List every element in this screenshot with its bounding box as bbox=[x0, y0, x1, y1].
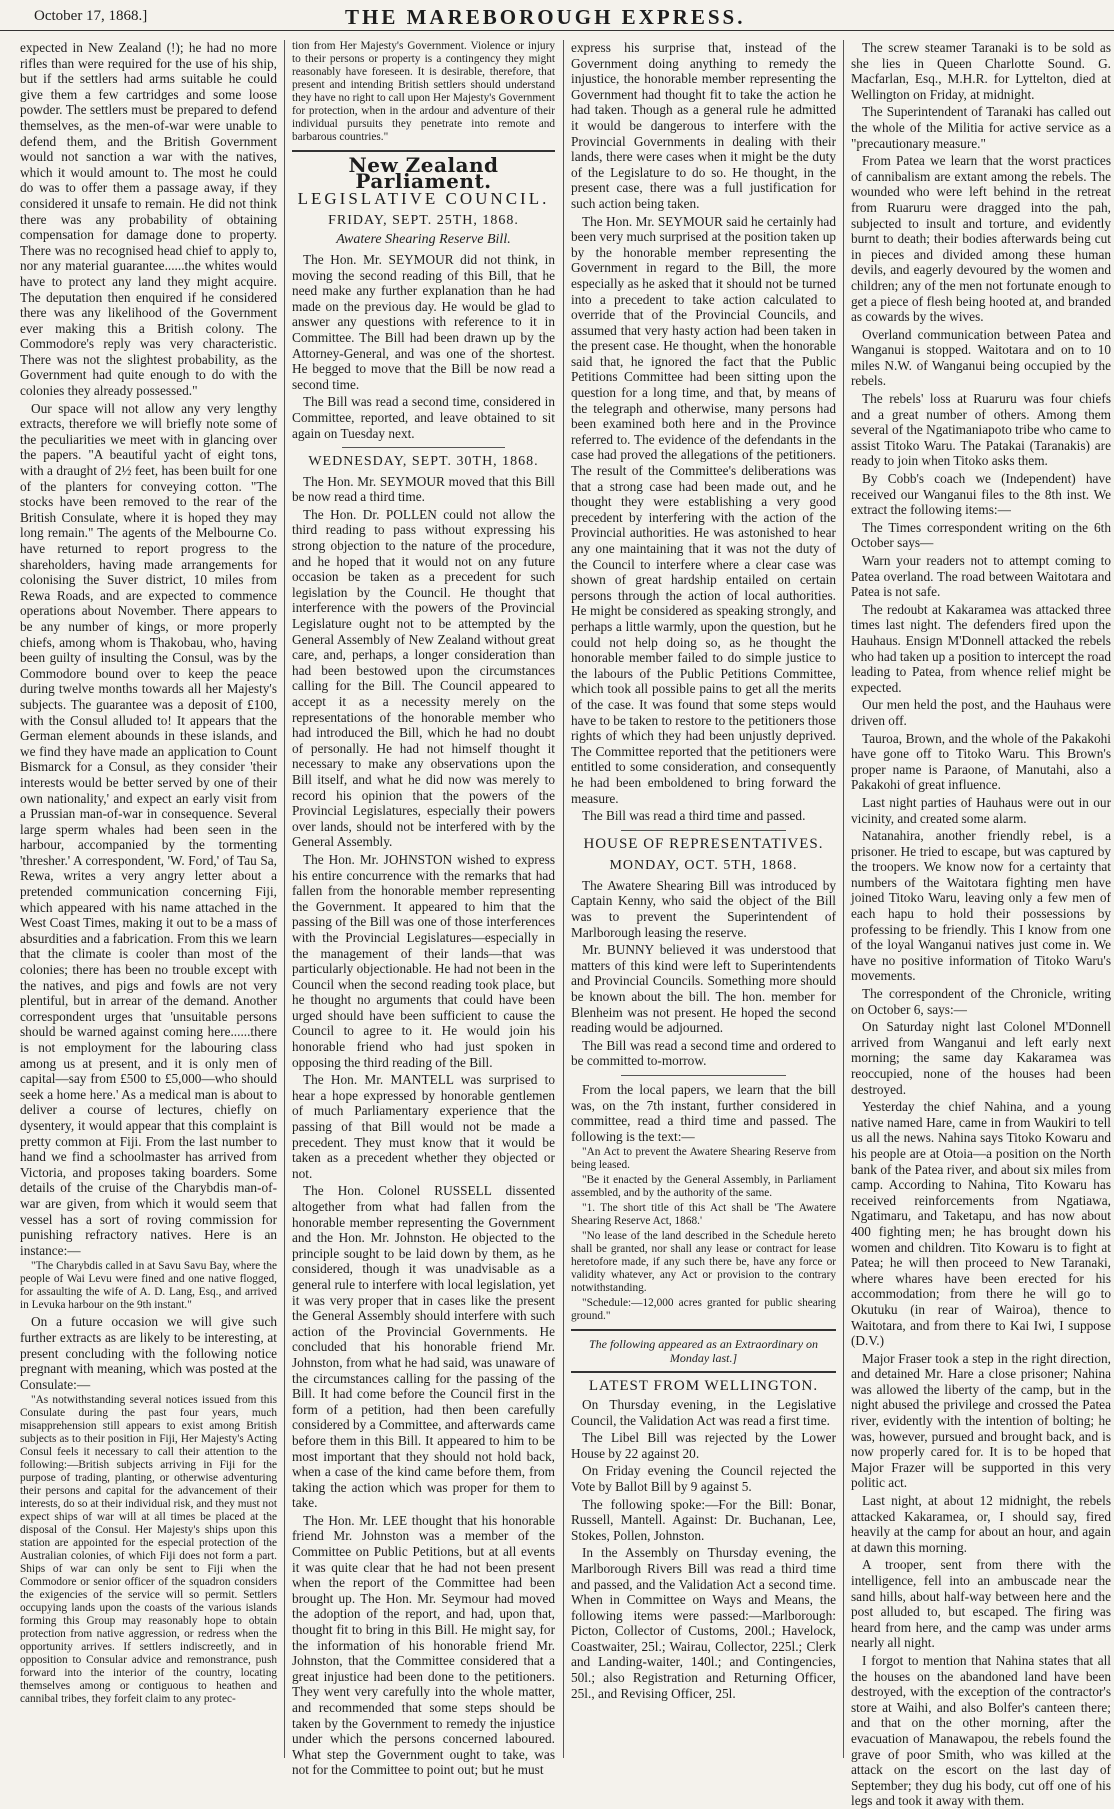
act-text: "An Act to prevent the Awatere Shearing Reserve from being leased. bbox=[571, 1146, 836, 1172]
column-rule bbox=[284, 40, 285, 1758]
quoted-passage: "The Charybdis called in at Savu Savu Bay, where the people of Wai Levu were fined and one native flogged, for assaulting the wife of A. D. Lang, Esq., and arrived in Levuka harbour on the 9th instant." bbox=[20, 1260, 277, 1312]
article-paragraph: On Saturday night last Colonel M'Donnell arrived from Wanganui and left early next morning; the same day Kakaramea was reoccupied, none of the houses had been destroyed. bbox=[851, 1019, 1111, 1097]
article-paragraph: The redoubt at Kakaramea was attacked three times last night. The defenders fired upon the Hauhaus. Ensign M'Donnell attacked the rebels who had taken up a position to intercept the road leading to Patea, from whence relief might be expected. bbox=[851, 601, 1111, 695]
article-paragraph: I forgot to mention that Nahina states that all the houses on the abandoned land have been destroyed, with the exception of the contractor's store at Waihi, and also Bolfer's canteen there; and that on the other morning, after the evacuation of Manawapou, the rebels found the grave of poor Smith, who was killed at the attack on the escort on the last day of September; they dug his body, cut off one of his legs and took it away with them. bbox=[851, 1652, 1111, 1809]
article-paragraph: On Friday evening the Council rejected the Vote by Ballot Bill by 9 against 5. bbox=[571, 1463, 836, 1494]
section-divider bbox=[571, 1329, 836, 1331]
article-paragraph: The Hon. Colonel RUSSELL dissented altogether from what had fallen from the honorable member representing the Government and the Hon. Mr. Johnston. He objected to the principle sought to be laid down by them, as he considered, though it was unadvisable as a general rule to interfere with local legislation, yet it was very proper that in cases like the present the General Assembly should interfere with such action of the Provincial Governments. He concluded that his honorable friend Mr. Johnston, from what he had said, was unaware of the circumstances calling for the passing of the Bill. It had come before the Council first in the form of a petition, had then been carefully considered by a Committee, and afterwards came before them in this Bill. It appeared to him to be most important that they should not hold back, when a case of the kind came before them, from taking the action which was proper for them to take. bbox=[292, 1183, 555, 1511]
article-paragraph: The rebels' loss at Ruaruru was four chiefs and a great number of others. Among them several of the Ngatimaniapoto tribe who came to assist Titoko Waru. The Patakai (Taranakis) are ready to join when Titoko asks them. bbox=[851, 391, 1111, 469]
article-paragraph: The following spoke:—For the Bill: Bonar, Russell, Mantell. Against: Dr. Buchanan, Lee, Stokes, Pollen, Johnston. bbox=[571, 1496, 836, 1543]
bill-title: Awatere Shearing Reserve Bill. bbox=[336, 232, 511, 248]
article-paragraph: On Thursday evening, in the Legislative Council, the Validation Act was read a first time. bbox=[571, 1396, 836, 1428]
issue-date: October 17, 1868.] bbox=[34, 8, 148, 24]
legislative-council-heading: LEGISLATIVE COUNCIL. bbox=[297, 189, 550, 209]
article-paragraph: The Awatere Shearing Bill was introduced by Captain Kenny, who said the object of the Bill was to prevent the Superintendent of Marlborough leasing the reserve. bbox=[571, 877, 836, 940]
column-3 bbox=[571, 40, 836, 1758]
article-paragraph: The Superintendent of Taranaki has called out the whole of the Militia for active service as a "precautionary measure." bbox=[851, 104, 1111, 151]
article-paragraph: From the local papers, we learn that the bill was, on the 7th instant, further considered in committee, read a third time and passed. The following is the text:— bbox=[571, 1082, 836, 1144]
article-paragraph: The Times correspondent writing on the 6th October says— bbox=[851, 519, 1111, 551]
latest-wellington-heading: LATEST FROM WELLINGTON. bbox=[588, 1378, 819, 1395]
article-paragraph: The Libel Bill was rejected by the Lower House by 22 against 20. bbox=[571, 1430, 836, 1461]
section-heading-parliament: New Zealand Parliament. bbox=[348, 153, 499, 193]
article-paragraph: The Hon. Mr. SEYMOUR did not think, in moving the second reading of this Bill, that he need make any further explanation than he had made on the previous day. He would be glad to answer any questions with reference to it in Committee. The Bill had been drawn up by the Attorney-General, and was one of the shortest. He begged to move that the Bill be now read a second time. bbox=[292, 251, 555, 392]
article-paragraph: The Hon. Mr. MANTELL was surprised to hear a hope expressed by honorable gentlemen of much Parliamentary experience that the passing of that Bill would not be made a precedent. They must know that it would be taken as a precedent whether they objected or not. bbox=[292, 1072, 555, 1181]
article-paragraph: The Hon. Mr. SEYMOUR moved that this Bill be now read a third time. bbox=[292, 473, 555, 505]
consulate-notice: "As notwithstanding several notices issued from this Consulate during the past four years, much misapprehension still appears to exist among British subjects as to their position in Fiji, Her Majesty's Acting Consul feels it necessary to call their attention to the following:—British subjects arriving in Fiji for the purpose of trading, planting, or otherwise adventuring their persons and capital for the advancement of their interests, do so at their individual risk, and they must not expect ships of war will at all times be placed at the disposal of the Consul. Her Majesty's ships upon this station are appointed for the especial protection of the Australian colonies, of which Fiji does not form a part. Ships of war can only be sent to Fiji when the Commodore or senior officer of the squadron considers the exigencies of the service will so permit. Settlers occupying lands upon the coasts of the various islands forming this Group may reasonably hope to obtain protection from native aggression, or redress when the opportunity arrives. If settlers indiscreetly, and in opposition to Consular advice and remonstrance, push forward into the interior of the country, locating themselves among or contiguous to heathen and cannibal tribes, they forfeit claim to any protec- bbox=[20, 1394, 277, 1706]
session-date: FRIDAY, SEPT. 25TH, 1868. bbox=[328, 212, 519, 228]
article-paragraph: In the Assembly on Thursday evening, the Marlborough Rivers Bill was read a third time and passed, and the Validation Act a second time. When in Committee on Ways and Means, the following items were passed:—Marlborough: Picton, Collector of Customs, 200l.; Havelock, Coastwaiter, 25l.; Wairau, Collector, 225l.; Clerk and Landing-waiter, 140l.; and Contingencies, 50l.; also Registration and Returning Officer, 25l., and Revising Officer, 25l. bbox=[571, 1545, 836, 1701]
article-paragraph: Warn your readers not to attempt coming to Patea overland. The road between Waitotara and Patea is not safe. bbox=[851, 553, 1111, 600]
column-rule bbox=[563, 40, 564, 1758]
article-paragraph: From Patea we learn that the worst practices of cannibalism are extant among the rebels. The wounded who were left behind in the retreat from Ruaruru were dragged into the pah, subjected to insult and torture, and evidently burnt to death; their bodies afterwards being cut in pieces and divided among these human devils, and eagerly devoured by the women and children; any of the men not fortunate enough to get a piece of flesh being hooted at, and branded as cowards by the wives. bbox=[851, 153, 1111, 325]
article-paragraph: expected in New Zealand (!); he had no more rifles than were required for the use of his ship, but if the settlers had arms suitable he could give them a few cartridges and some loose powder. The settlers must be prepared to defend themselves, as the men-of-war were unable to defend them, and the British Government would not sanction a war with the natives, which it would amount to. The most he could do was to offer them a passage away, if they considered it unsafe to remain. He did not think there was any probability of obtaining compensation for damage done to property. There was no recognised head chief to apply to, nor any material guarantee......the whites would have to protect any land they might acquire. The deputation then enquired if he considered there was any likelihood of the Government ever making this a British colony. The Commodore's reply was very characteristic. There was not the slightest probability, as the Government had quite enough to do with the colonies they already possessed." bbox=[20, 40, 277, 399]
article-paragraph: Last night parties of Hauhaus were out in our vicinity, and created some alarm. bbox=[851, 794, 1111, 826]
column-4 bbox=[851, 40, 1111, 1809]
section-divider bbox=[342, 447, 505, 448]
article-paragraph: Tauroa, Brown, and the whole of the Pakakohi have gone off to Titoko Waru. This Brown's proper name is Paraone, of Manutahi, also a Pakakohi of great influence. bbox=[851, 730, 1111, 793]
article-paragraph: The Bill was read a third time and passed. bbox=[582, 808, 806, 824]
article-paragraph: The Hon. Mr. SEYMOUR said he certainly had been very much surprised at the position taken up by the honorable member representing the Government in regard to the Bill, the more especially as he asked that it should not be turned into a precedent to take action calculated to override that of the Provincial Councils, and assumed that very hasty action had been taken in the present case. He thought, when the honorable said that, he ignored the fact that the Public Petitions Committee had been sitting upon the question for a long time, and that, by means of the telegraph and otherwise, many persons had been examined both here and in the Province referred to. The evidence of the defendants in the case had proved the allegations of the petitioners. The result of the Committee's deliberations was that a strong case had been made out, and he thought they were establishing a very good precedent by interfering with the action of the Provincial authorities. He was astonished to hear any one maintaining that it was not the duty of the Council to interfere where a clear case was shown of great hardship entailed on certain persons through the action of local authorities. He might be considered as speaking strongly, and perhaps a little warmly, upon the question, but he could not help doing so, as he thought the honorable member failed to do simple justice to the labours of the Public Petitions Committee, which took all possible pains to get all the merits of the case. It was found that some steps would have to be taken to restore to the petitioners those rights of which they had been unjustly deprived. The Committee reported that the petitioners were entitled to some consideration, and consequently he had been emboldened to bring forward the measure. bbox=[571, 213, 836, 806]
house-heading: HOUSE OF REPRESENTATIVES. bbox=[583, 835, 824, 852]
article-paragraph: express his surprise that, instead of the Government doing anything to remedy the injustice, the honorable member representing the Government had thought fit to take the action he had taken. Though as a general rule he admitted it would be dangerous to interfere with the Provincial Governments in dealing with their lands, there were cases when it might be the duty of the Legislature to do so. He thought, in the present case, there was a full justification for such action being taken. bbox=[571, 40, 836, 211]
article-paragraph: Mr. BUNNY believed it was understood that matters of this kind were left to Superintendents and Provincial Councils. Something more should be known about the bill. The hon. member for Blenheim was not present. He hoped the second reading would be adjourned. bbox=[571, 942, 836, 1036]
extraordinary-note: The following appeared as an Extraordinary on Monday last.] bbox=[588, 1337, 819, 1366]
act-text: "Schedule:—12,000 acres granted for public shearing ground." bbox=[571, 1297, 836, 1323]
section-divider bbox=[621, 1075, 786, 1076]
article-paragraph: The screw steamer Taranaki is to be sold as she lies in Queen Charlotte Sound. G. Macfarlan, Esq., M.H.R. for Lyttelton, died at Wellington on Friday, at midnight. bbox=[851, 40, 1111, 102]
article-paragraph: tion from Her Majesty's Government. Violence or injury to their persons or property is a contingency they might reasonably have foreseen. It is desirable, therefore, that present and intending British settlers should understand they have no right to call upon Her Majesty's Government for protection, when in the ardour and adventure of their individual pursuits they penetrate into remote and barbarous countries." bbox=[292, 40, 555, 143]
column-1 bbox=[20, 40, 277, 1758]
article-paragraph: The Bill was read a second time and ordered to be committed to-morrow. bbox=[571, 1037, 836, 1069]
article-paragraph: The Hon. Mr. JOHNSTON wished to express his entire concurrence with the remarks that had fallen from the honorable member representing the Government. It appeared to him that the passing of the Bill was one of those interferences with the Provincial Legislatures—especially in the management of their lands—that was particularly objectionable. He had not been in the Council when the second reading took place, but he thought no arguments that could have been urged should have been sufficient to cause the Council to agree to it. He would join his honorable friend who had just spoken in opposing the third reading of the Bill. bbox=[292, 851, 555, 1070]
article-paragraph: On a future occasion we will give such further extracts as are likely to be interesting, at present concluding with the following notice pregnant with meaning, which was posted at the Consulate:— bbox=[20, 1314, 277, 1392]
article-paragraph: The Bill was read a second time, considered in Committee, reported, and leave obtained to sit again on Tuesday next. bbox=[292, 394, 555, 441]
section-divider bbox=[292, 150, 555, 152]
newspaper-title: THE MAREBOROUGH EXPRESS. bbox=[345, 5, 746, 29]
article-paragraph: The correspondent of the Chronicle, writing on October 6, says:— bbox=[851, 986, 1111, 1017]
section-divider bbox=[621, 830, 786, 831]
act-text: "1. The short title of this Act shall be 'The Awatere Shearing Reserve Act, 1868.' bbox=[571, 1202, 836, 1228]
article-paragraph: By Cobb's coach we (Independent) have received our Wanganui files to the 8th inst. We extract the following items:— bbox=[851, 471, 1111, 518]
article-paragraph: The Hon. Mr. LEE thought that his honorable friend Mr. Johnston was a member of the Committee on Public Petitions, but at all events it was quite clear that he had not been present when the report of the Committee had been brought up. The Hon. Mr. Seymour had moved the adoption of the report, and had, upon that, thought fit to bring in this Bill. He might say, for the information of his honorable friend Mr. Johnston, that the Committee considered that a great injustice had been done to the petitioners. They went very carefully into the whole matter, and recommended that some steps should be taken by the Government to remedy the injustice under which the persons concerned laboured. What step the Government ought to take, was not for the Committee to point out; but he must bbox=[292, 1512, 555, 1778]
article-paragraph: A trooper, sent from there with the intelligence, fell into an ambuscade near the sand hills, about half-way between here and the post alluded to, but escaped. The firing was heard from here, and the camp was under arms nearly all night. bbox=[851, 1557, 1111, 1651]
article-paragraph: Our men held the post, and the Hauhaus were driven off. bbox=[851, 697, 1111, 728]
article-paragraph: The Hon. Dr. POLLEN could not allow the third reading to pass without expressing his strong objection to the nature of the procedure, and he hoped that it would not on any future occasion be taken as a precedent for such legislation by the Council. He thought that interference with the powers of the Provincial Legislature ought not to be attempted by the General Assembly of New Zealand without great care, and, perhaps, a longer consideration than had been bestowed upon the circumstances calling for the Bill. The Council appeared to accept it as a necessity merely on the representations of the honorable member who had introduced the Bill, which he had no doubt of personally. He had not himself thought it necessary to make any observations upon the Bill itself, and what he did now was merely to record his opinion that the powers of the Provincial Legislatures, especially their powers over lands, should not be interfered with by the General Assembly. bbox=[292, 506, 555, 850]
article-paragraph: Natanahira, another friendly rebel, is a prisoner. He tried to escape, but was captured by the troopers. We know now for a certainty that numbers of the Waitotara fighting men have joined Titoko Waru, leaving only a few men of each hapu to hold their possessions by professing to be friendly. This I know from one of the loyal Wanganui natives just come in. We have no positive information of Titoko Waru's movements. bbox=[851, 828, 1111, 984]
article-paragraph: Overland communication between Patea and Wanganui is stopped. Waitotara and on to 10 miles N.W. of Wanganui being occupied by the rebels. bbox=[851, 326, 1111, 389]
article-paragraph: Yesterday the chief Nahina, and a young native named Hare, came in from Waukiri to tell us all the news. Nahina says Titoko Kowaru and his people are at Otoia—a position on the North bank of the Patea river, and about six miles from camp. According to Nahina, Tito Kowaru has received reinforcements from Ngatiawa, Ngatimaru, and Taketapu, and has now about 400 fighting men; he has brought down his women and children. Tito Kowaru is to fight at Patea; he will then proceed to New Taranaki, where whares have been erected for his accommodation; from there he will go to Okutuku (in rear of Wairoa), thence to Waitotara, and from there to Kai Iwi, I suppose (D.V.) bbox=[851, 1099, 1111, 1349]
article-paragraph: Major Fraser took a step in the right direction, and detained Mr. Hare a close prisoner; Nahina was allowed the liberty of the camp, but in the night abused the privilege and crossed the Patea river, evidently with the intention of bolting; he was, however, pursued and brought back, and is now properly cared for. It is to be hoped that Major Frazer will be supported in this very politic act. bbox=[851, 1350, 1111, 1491]
column-rule bbox=[843, 40, 844, 1758]
session-date: WEDNESDAY, SEPT. 30TH, 1868. bbox=[308, 454, 539, 470]
column-2 bbox=[292, 40, 555, 1778]
act-text: "Be it enacted by the General Assembly, in Parliament assembled, and by the authority of the same. bbox=[571, 1174, 836, 1200]
running-header bbox=[0, 0, 1114, 31]
article-paragraph: Last night, at about 12 midnight, the rebels attacked Kakaramea, or, I should say, fired heavily at the camp for about an hour, and again at dawn this morning. bbox=[851, 1493, 1111, 1555]
act-text: "No lease of the land described in the Schedule hereto shall be granted, nor shall any lease or contract for lease heretofore made, if any such there be, have any force or validity whatever, any Act or provision to the contrary notwithstanding. bbox=[571, 1230, 836, 1295]
session-date: MONDAY, OCT. 5TH, 1868. bbox=[609, 858, 798, 874]
section-divider bbox=[571, 1371, 836, 1373]
article-paragraph: Our space will not allow any very lengthy extracts, therefore we will briefly note some of the peculiarities we meet with in glancing over the papers. "A beautiful yacht of eight tons, with a draught of 2½ feet, has been built for one of the planters for conveying cotton. "The stocks have been removed to the rear of the British Consulate, where it is hoped they may long remain." The agents of the Melbourne Co. have returned to report progress to the shareholders, having made arrangements for colonising the Suver district, 10 miles from Rewa Roads, and are expected to commence operations about November. There appears to be any number of kings, or more properly chiefs, among whom is Thakobau, who, having been guilty of insulting the Consul, was by the Commodore bound over to keep the peace during twelve months towards all her Majesty's subjects. The guarantee was a deposit of £100, with the Consul alluded to! It appears that the German element abounds in these islands, and we find they have made an application to Count Bismarck for a Consul, as they consider 'their interests would be better served by one of their own nationality,' and expect an early visit from a Prussian man-of-war in consequence. Several large sperm whales had been seen in the harbour, accompanied by the tormenting 'thresher.' A correspondent, 'W. Ford,' of Tau Sa, Rewa, writes a very angry letter about a pretended communication concerning Fiji, which appeared with his name attached in the West Coast Times, making it out to be a mass of absurdities and a fabrication. From this we learn that the climate is cooler than most of the colonies; there has been no trouble except with the natives, and pigs and fowls are not very plentiful, but in arrear of the demand. Another correspondent urges that 'unsuitable persons should be warned against coming here......there is not employment for the labouring class among us at present, and it is only men of capital—say from £500 to £5,000—who should seek a home here.' As a medical man is about to deliver a course of lectures, chiefly on dysentery, it would appear that this complaint is pretty common at Fiji. From the last number to hand we find a schoolmaster has arrived from Victoria, and proposes taking boarders. Some details of the cruise of the Charybdis man-of-war are given, from which it would seem that vessel has a sort of roving commission for punishing refractory natives. Here is an instance:— bbox=[20, 400, 277, 1258]
